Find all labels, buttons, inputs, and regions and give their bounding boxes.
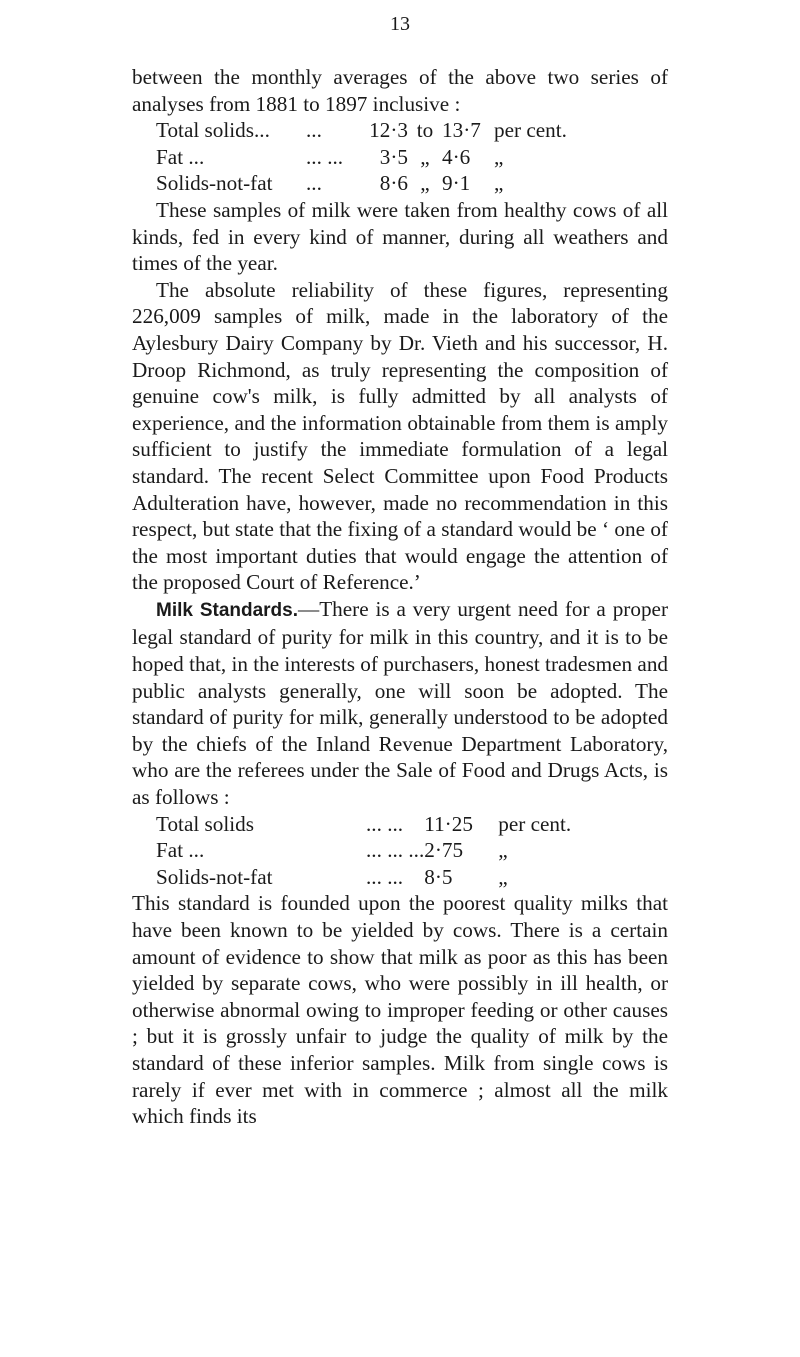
standard-table <box>156 811 571 891</box>
leader-dots: ... <box>306 118 322 143</box>
row-label: Fat ... <box>156 838 205 863</box>
leader-dots: ... <box>306 171 322 196</box>
range-low: 12·3 <box>369 118 408 143</box>
range-high: 4·6 <box>442 144 471 169</box>
row-label: Total solids... <box>156 118 270 143</box>
paragraph-reliability: The absolute reliability of these figures, representing 226,009 samples of milk, made in the laboratory of the Aylesbury Dairy Company by Dr. Vieth and his successor, H. Droop Richmond, as truly representing the composition of genuine cow's milk, is fully admitted by all analysts of experience, and the information obtainable from them is amply sufficient to justify the immediate formulation of a legal standard. The recent Select Committee upon Food Products Adulteration have, however, made no recommendation in this respect, but state that the fixing of a standard would be ‘ one of the most important duties that would engage the attention of the proposed Court of Reference.’ <box>132 277 668 595</box>
row-label: Fat ... <box>156 144 205 169</box>
standard-unit: „ <box>498 864 508 889</box>
page-number: 13 <box>390 13 410 35</box>
standard-unit: „ <box>498 838 508 863</box>
row-label: Solids-not-fat <box>156 864 273 889</box>
table-row <box>156 864 571 891</box>
range-unit: per cent. <box>494 118 567 143</box>
page-body <box>132 64 668 1130</box>
table-row <box>156 144 567 171</box>
standard-value: 11·25 <box>424 811 473 836</box>
paragraph-founded: This standard is founded upon the poorest quality milks that have been known to be yielded by cows. There is a certain amount of evidence to show that milk as poor as this has been yielded by separate cows, who were possibly in ill health, or otherwise abnormal owing to improper feeding or other causes ; but it is grossly unfair to judge the quality of milk by the standard of these inferior samples. Milk from single cows is rarely if ever met with in commerce ; almost all the milk which finds its <box>132 891 668 1129</box>
paragraph-milk-standards <box>132 596 668 811</box>
standard-value: 8·5 <box>424 864 453 889</box>
paragraph-intro: between the monthly averages of the above two series of analyses from 1881 to 1897 inclusive : <box>132 65 668 116</box>
table-row <box>156 117 567 144</box>
standard-value: 2·75 <box>424 838 464 863</box>
range-table <box>156 117 567 197</box>
range-unit: „ <box>494 171 504 196</box>
leader-dots: ... ... <box>306 144 344 169</box>
section-body: —There is a very urgent need for a proper legal standard of purity for milk in this country, and it is to be hoped that, in the interests of purchasers, honest tradesmen and public analysts generally, one will soon be adopted. The standard of purity for milk, generally understood to be adopted by the chiefs of the Inland Revenue Department Laboratory, who are the referees under the Sale of Food and Drugs Acts, is as follows : <box>132 596 669 810</box>
leader-dots: ... ... <box>366 811 404 836</box>
range-separator: „ <box>420 144 430 169</box>
range-low: 3·5 <box>379 144 408 169</box>
leader-dots: ... ... ... <box>366 838 425 863</box>
range-high: 9·1 <box>442 171 471 196</box>
range-high: 13·7 <box>442 118 481 143</box>
table-row <box>156 837 571 864</box>
paragraph-samples: These samples of milk were taken from healthy cows of all kinds, fed in every kind of manner, during all weathers and times of the year. <box>132 197 668 276</box>
table-row <box>156 170 567 197</box>
range-low: 8·6 <box>379 171 408 196</box>
range-separator: „ <box>420 171 430 196</box>
range-separator: to <box>416 118 434 143</box>
range-unit: „ <box>494 144 504 169</box>
section-heading: Milk Standards. <box>156 599 299 621</box>
row-label: Solids-not-fat <box>156 171 273 196</box>
table-row <box>156 811 571 838</box>
standard-unit: per cent. <box>498 811 572 836</box>
leader-dots: ... ... <box>366 864 404 889</box>
row-label: Total solids <box>156 811 254 836</box>
